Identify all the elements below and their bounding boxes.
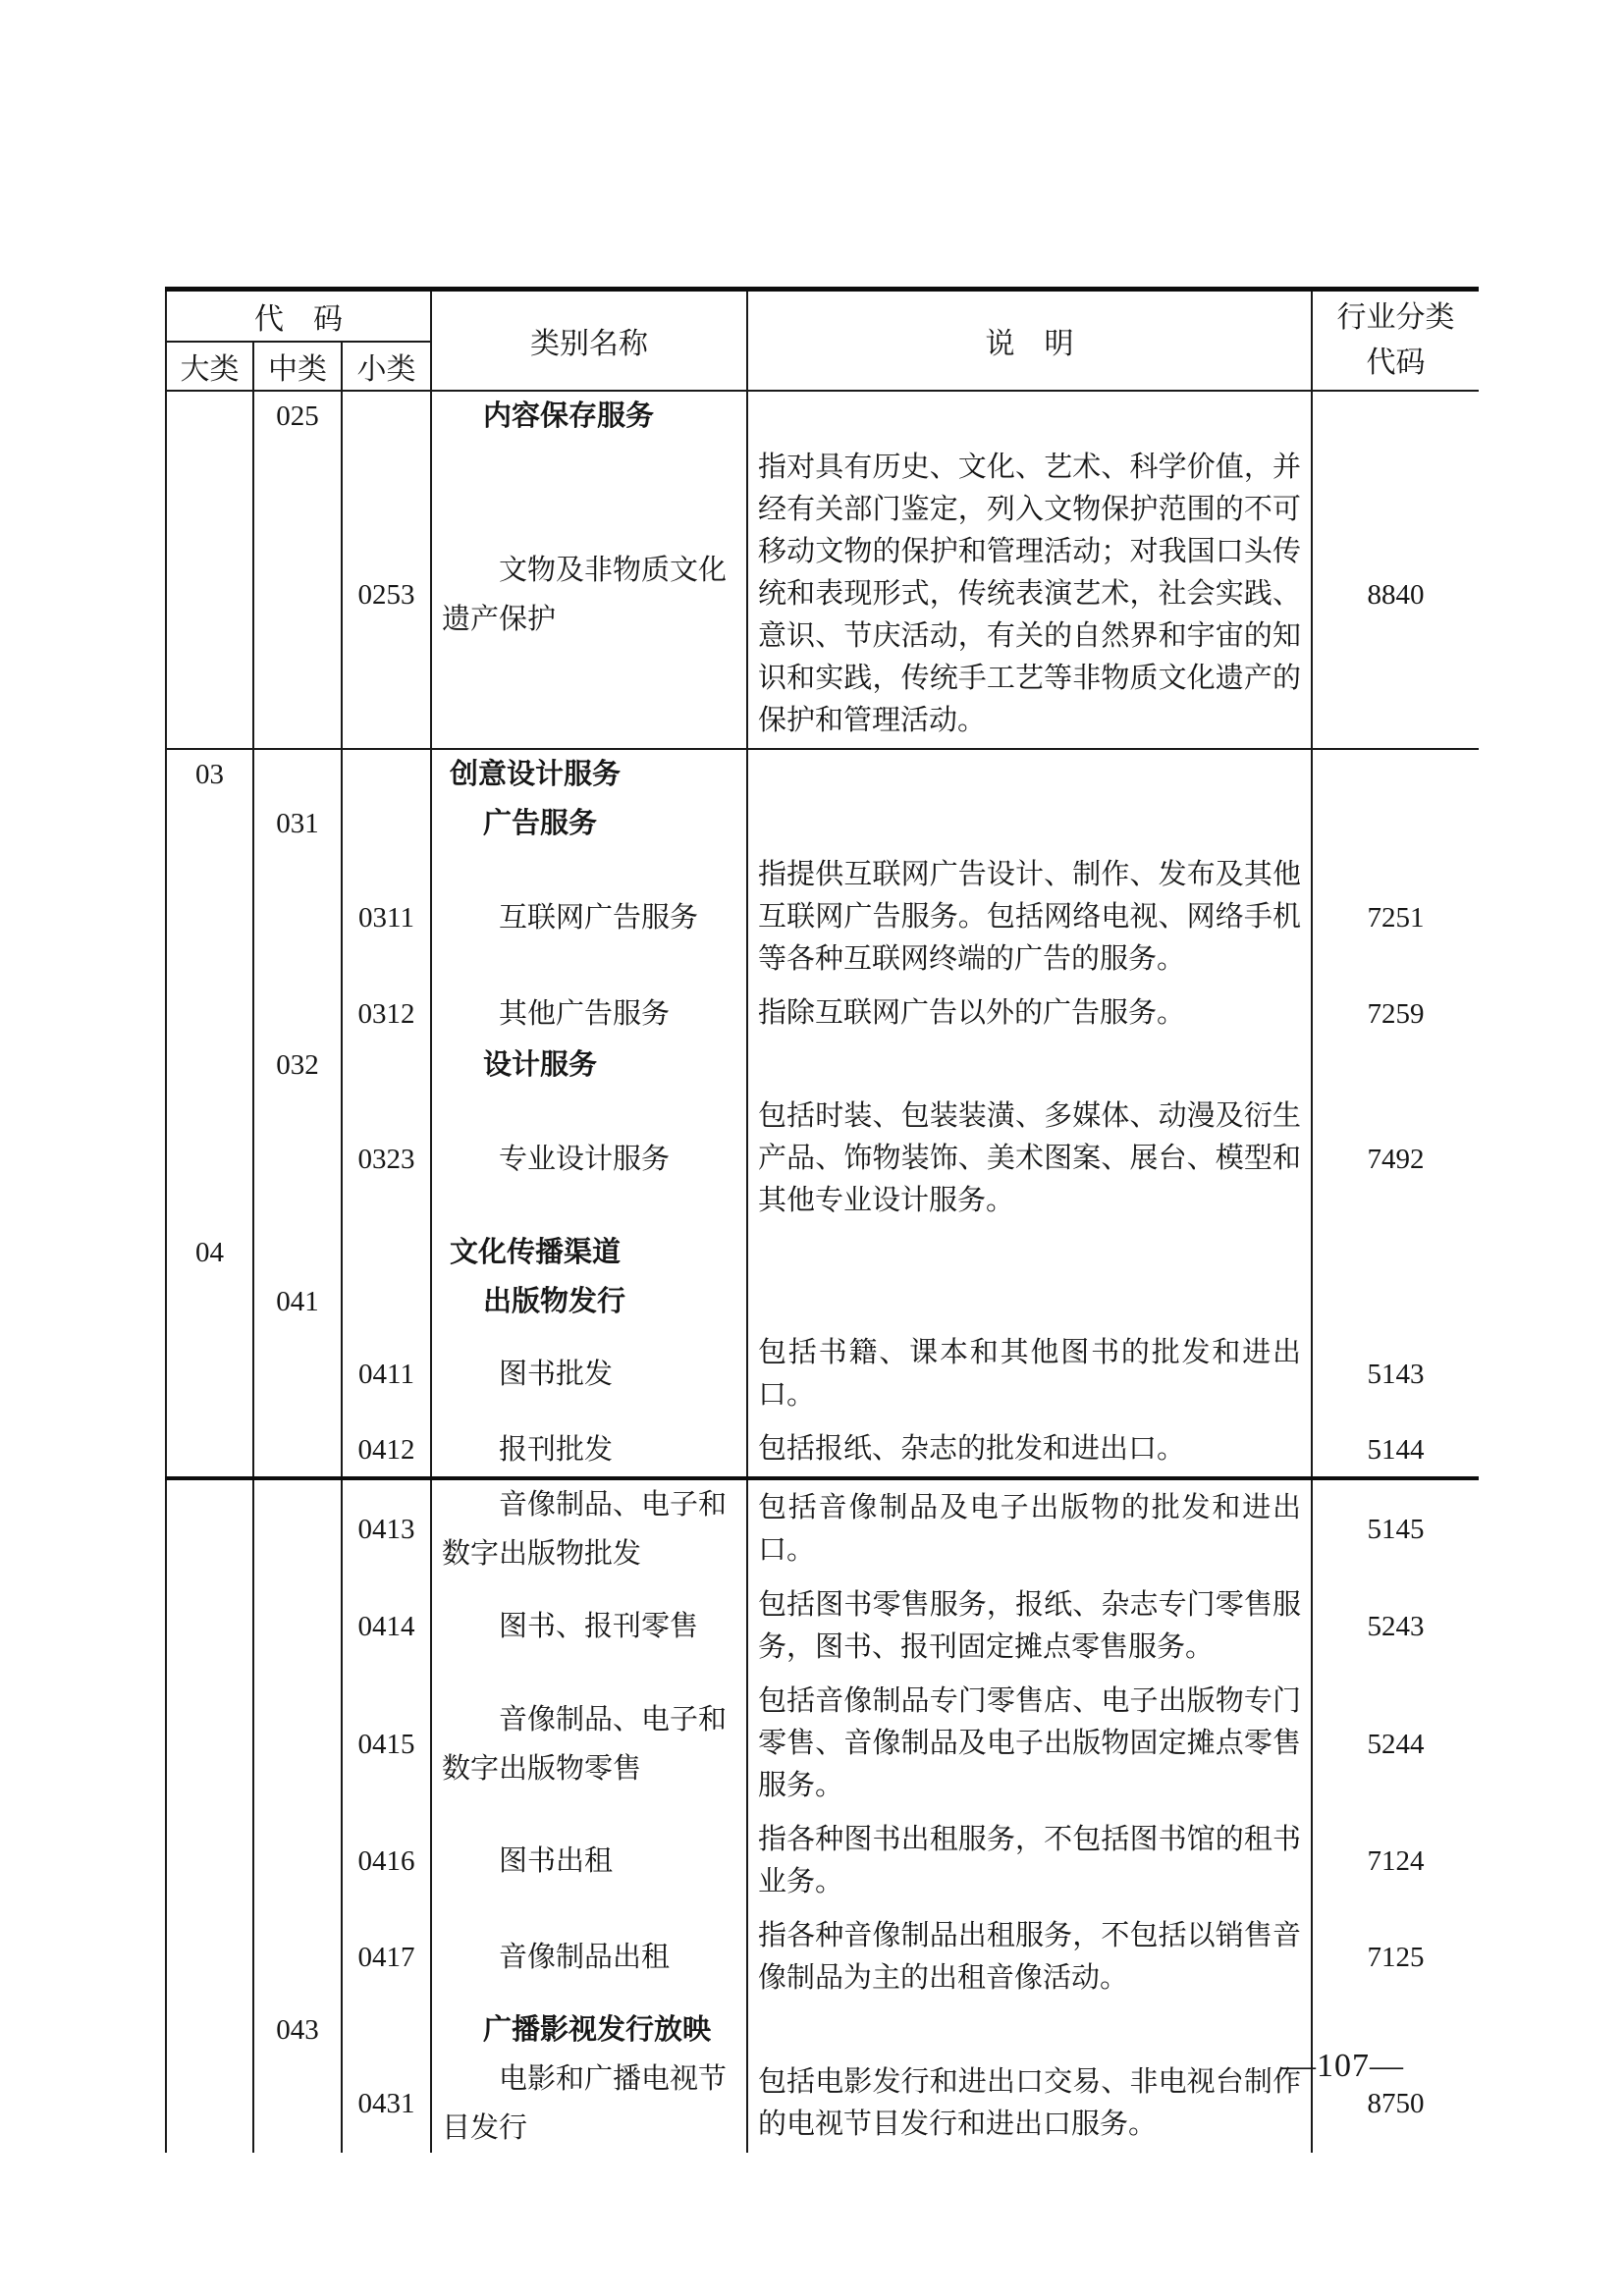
minor-cell: 0412 xyxy=(342,1422,431,1478)
major-cell xyxy=(166,2055,253,2153)
desc-cell: 包括电影发行和进出口交易、非电视台制作的电视节目发行和进出口服务。 xyxy=(747,2055,1312,2153)
table-row xyxy=(166,1277,1479,1326)
description-column-header: 说 明 xyxy=(747,290,1312,392)
industry-cell xyxy=(1312,799,1479,848)
name-cell: 广告服务 xyxy=(431,799,747,848)
medium-cell xyxy=(253,749,342,799)
industry-cell xyxy=(1312,391,1479,441)
desc-cell: 指对具有历史、文化、艺术、科学价值，并经有关部门鉴定，列入文物保护范围的不可移动文物的保护和管理活动；对我国口头传统和表现形式，传统表演艺术，社会实践、意识、节庆活动，有关的自然界和宇宙的知识和实践，传统手工艺等非物质文化遗产的保护和管理活动。 xyxy=(747,441,1312,749)
minor-cell xyxy=(342,1277,431,1326)
medium-cell xyxy=(253,2055,342,2153)
desc-cell: 包括音像制品及电子出版物的批发和进出口。 xyxy=(747,1478,1312,1578)
medium-cell xyxy=(253,1478,342,1578)
major-cell xyxy=(166,799,253,848)
classification-table xyxy=(165,287,1479,2153)
industry-cell: 7259 xyxy=(1367,997,1425,1030)
table-row xyxy=(166,441,1479,749)
name-cell: 文物及非物质文化遗产保护 xyxy=(431,441,747,749)
medium-cell xyxy=(253,1909,342,2005)
minor-cell: 0416 xyxy=(342,1813,431,1909)
name-cell: 文化传播渠道 xyxy=(431,1228,747,1277)
desc-cell: 包括报纸、杂志的批发和进出口。 xyxy=(747,1422,1312,1478)
name-cell: 创意设计服务 xyxy=(431,749,747,799)
medium-cell xyxy=(253,441,342,749)
industry-cell xyxy=(1312,1228,1479,1277)
industry-cell xyxy=(1312,749,1479,799)
name-cell: 设计服务 xyxy=(431,1041,747,1090)
minor-cell xyxy=(342,749,431,799)
table-row xyxy=(166,1578,1479,1675)
medium-cell xyxy=(253,1578,342,1675)
table-row xyxy=(166,1675,1479,1813)
table-row xyxy=(166,749,1479,799)
industry-cell xyxy=(1312,1041,1479,1090)
medium-class-header: 中类 xyxy=(253,342,342,391)
desc-cell: 包括图书零售服务，报纸、杂志专门零售服务，图书、报刊固定摊点零售服务。 xyxy=(747,1578,1312,1675)
desc-cell: 包括书籍、课本和其他图书的批发和进出口。 xyxy=(747,1326,1312,1422)
table-row xyxy=(166,1228,1479,1277)
major-cell xyxy=(166,391,253,441)
table-row xyxy=(166,1326,1479,1422)
minor-cell: 0417 xyxy=(342,1909,431,2005)
table-row xyxy=(166,848,1479,987)
industry-cell: 7124 xyxy=(1367,1845,1425,1877)
table-body xyxy=(166,391,1479,2153)
desc-cell: 包括音像制品专门零售店、电子出版物专门零售、音像制品及电子出版物固定摊点零售服务。 xyxy=(747,1675,1312,1813)
major-cell xyxy=(166,1277,253,1326)
major-cell xyxy=(166,1578,253,1675)
name-cell: 出版物发行 xyxy=(431,1277,747,1326)
minor-cell: 0253 xyxy=(342,441,431,749)
desc-cell xyxy=(747,1041,1312,1090)
medium-cell: 025 xyxy=(253,391,342,441)
table-row xyxy=(166,1090,1479,1228)
medium-cell xyxy=(253,1326,342,1422)
medium-cell xyxy=(253,1422,342,1478)
medium-cell xyxy=(253,1675,342,1813)
major-cell xyxy=(166,441,253,749)
major-cell: 04 xyxy=(166,1228,253,1277)
major-cell xyxy=(166,1041,253,1090)
table-row xyxy=(166,1813,1479,1909)
table-row xyxy=(166,1909,1479,2005)
major-cell xyxy=(166,1478,253,1578)
minor-cell xyxy=(342,2005,431,2055)
major-class-header: 大类 xyxy=(166,342,253,391)
desc-cell xyxy=(747,2005,1312,2055)
desc-cell xyxy=(747,1277,1312,1326)
minor-cell: 0413 xyxy=(342,1478,431,1578)
medium-cell: 043 xyxy=(253,2005,342,2055)
desc-cell: 包括时装、包装装潢、多媒体、动漫及衍生产品、饰物装饰、美术图案、展台、模型和其他专业设计服务。 xyxy=(747,1090,1312,1228)
minor-class-header: 小类 xyxy=(342,342,431,391)
page-number: —107— xyxy=(1282,2048,1404,2084)
major-cell xyxy=(166,987,253,1041)
minor-cell: 0414 xyxy=(342,1578,431,1675)
minor-cell: 0311 xyxy=(342,848,431,987)
major-cell xyxy=(166,1326,253,1422)
desc-cell: 指各种图书出租服务，不包括图书馆的租书业务。 xyxy=(747,1813,1312,1909)
major-cell: 03 xyxy=(166,749,253,799)
medium-cell xyxy=(253,1228,342,1277)
industry-code-column-header: 行业分类代码 xyxy=(1312,290,1479,392)
industry-cell: 5243 xyxy=(1367,1611,1425,1642)
desc-cell xyxy=(747,799,1312,848)
name-cell: 报刊批发 xyxy=(431,1422,747,1478)
minor-cell xyxy=(342,1041,431,1090)
table-row xyxy=(166,1478,1479,1578)
medium-cell: 041 xyxy=(253,1277,342,1326)
minor-cell: 0411 xyxy=(342,1326,431,1422)
minor-cell: 0312 xyxy=(342,987,431,1041)
industry-cell: 5143 xyxy=(1367,1359,1425,1390)
major-cell xyxy=(166,848,253,987)
table-row xyxy=(166,1041,1479,1090)
desc-cell: 指除互联网广告以外的广告服务。 xyxy=(747,987,1312,1041)
table-row xyxy=(166,987,1479,1041)
major-cell xyxy=(166,1909,253,2005)
name-cell: 其他广告服务 xyxy=(431,987,747,1041)
industry-cell: 8750 xyxy=(1367,2088,1425,2119)
name-cell: 音像制品、电子和数字出版物批发 xyxy=(431,1478,747,1578)
name-cell: 图书出租 xyxy=(431,1813,747,1909)
minor-cell: 0323 xyxy=(342,1090,431,1228)
industry-cell: 5144 xyxy=(1367,1433,1425,1466)
minor-cell xyxy=(342,799,431,848)
code-group-header: 代 码 xyxy=(166,290,431,343)
minor-cell xyxy=(342,391,431,441)
table-row xyxy=(166,799,1479,848)
table-row xyxy=(166,391,1479,441)
medium-cell xyxy=(253,1813,342,1909)
name-cell: 图书、报刊零售 xyxy=(431,1578,747,1675)
medium-cell xyxy=(253,1090,342,1228)
industry-cell xyxy=(1312,1277,1479,1326)
major-cell xyxy=(166,2005,253,2055)
name-cell: 广播影视发行放映 xyxy=(431,2005,747,2055)
desc-cell xyxy=(747,749,1312,799)
name-cell: 电影和广播电视节目发行 xyxy=(431,2055,747,2153)
desc-cell: 指各种音像制品出租服务，不包括以销售音像制品为主的出租音像活动。 xyxy=(747,1909,1312,2005)
desc-cell: 指提供互联网广告设计、制作、发布及其他互联网广告服务。包括网络电视、网络手机等各种互联网终端的广告的服务。 xyxy=(747,848,1312,987)
name-cell: 音像制品、电子和数字出版物零售 xyxy=(431,1675,747,1813)
industry-cell: 7125 xyxy=(1367,1942,1425,1973)
desc-cell xyxy=(747,1228,1312,1277)
name-cell: 图书批发 xyxy=(431,1326,747,1422)
header-row-top xyxy=(166,290,1479,343)
name-cell: 内容保存服务 xyxy=(431,391,747,441)
minor-cell xyxy=(342,1228,431,1277)
industry-cell: 5145 xyxy=(1312,1478,1479,1578)
medium-cell: 031 xyxy=(253,799,342,848)
medium-cell: 032 xyxy=(253,1041,342,1090)
major-cell xyxy=(166,1422,253,1478)
industry-cell: 8840 xyxy=(1367,578,1425,611)
name-cell: 专业设计服务 xyxy=(431,1090,747,1228)
major-cell xyxy=(166,1813,253,1909)
table-row xyxy=(166,1422,1479,1478)
minor-cell: 0415 xyxy=(342,1675,431,1813)
medium-cell xyxy=(253,987,342,1041)
major-cell xyxy=(166,1675,253,1813)
table-header xyxy=(166,290,1479,392)
medium-cell xyxy=(253,848,342,987)
industry-cell: 7492 xyxy=(1367,1143,1425,1175)
minor-cell: 0431 xyxy=(342,2055,431,2153)
desc-cell xyxy=(747,391,1312,441)
name-cell: 音像制品出租 xyxy=(431,1909,747,2005)
name-column-header: 类别名称 xyxy=(431,290,747,392)
industry-cell: 5244 xyxy=(1367,1728,1425,1760)
major-cell xyxy=(166,1090,253,1228)
industry-cell: 7251 xyxy=(1367,901,1425,934)
name-cell: 互联网广告服务 xyxy=(431,848,747,987)
